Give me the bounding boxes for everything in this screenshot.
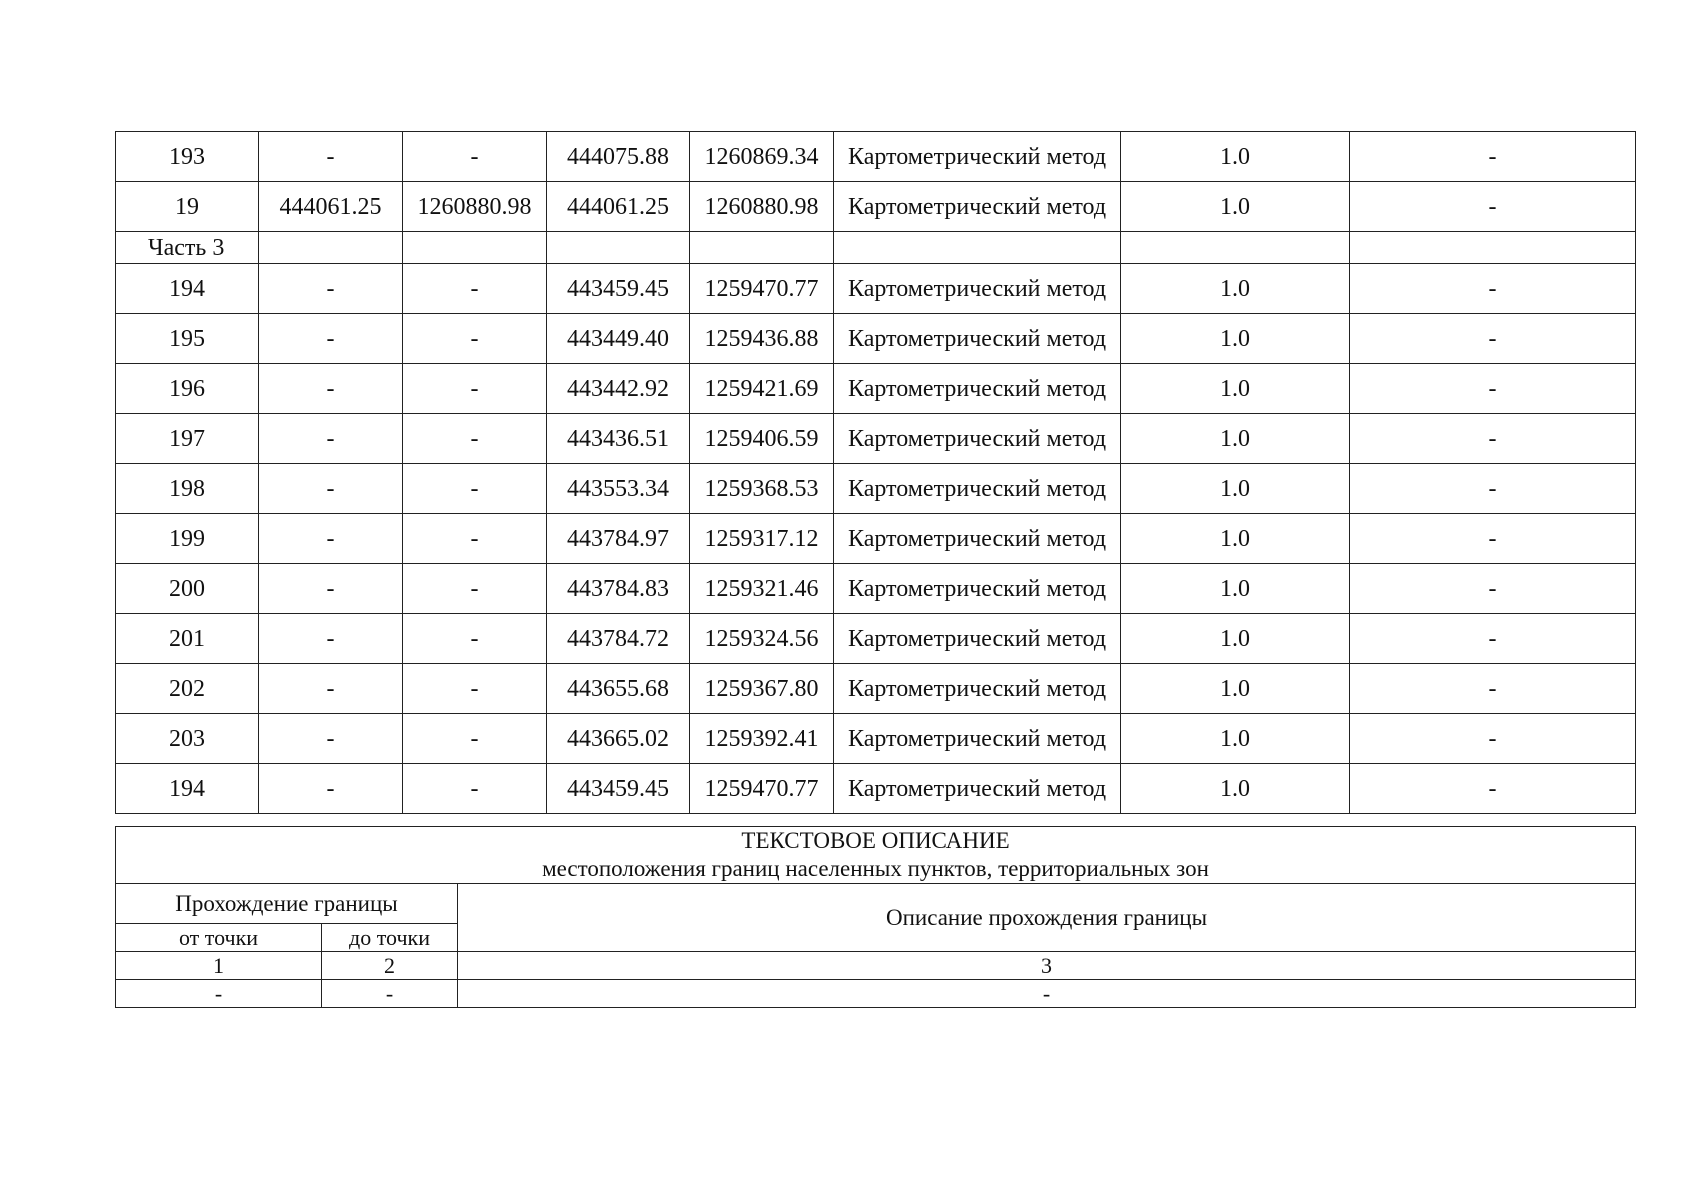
method-cell: Картометрический метод — [834, 314, 1121, 364]
new-x-cell: 443436.51 — [547, 414, 690, 464]
description-header: Описание прохождения границы — [458, 884, 1636, 952]
old-x-cell: - — [259, 514, 403, 564]
old-x-cell: - — [259, 764, 403, 814]
empty-cell — [547, 232, 690, 264]
point-number-cell: 195 — [116, 314, 259, 364]
old-x-cell: - — [259, 132, 403, 182]
new-x-cell: 443459.45 — [547, 764, 690, 814]
table-row — [116, 464, 1636, 514]
column-number-2: 2 — [322, 952, 458, 980]
method-cell: Картометрический метод — [834, 664, 1121, 714]
method-cell: Картометрический метод — [834, 714, 1121, 764]
point-number-cell: 201 — [116, 614, 259, 664]
accuracy-cell: 1.0 — [1121, 464, 1350, 514]
old-y-cell: - — [403, 364, 547, 414]
old-x-cell: - — [259, 314, 403, 364]
old-y-cell: 1260880.98 — [403, 182, 547, 232]
new-y-cell: 1260880.98 — [690, 182, 834, 232]
method-cell: Картометрический метод — [834, 264, 1121, 314]
description-cell: - — [1350, 364, 1636, 414]
part-header-row — [116, 232, 1636, 264]
new-y-cell: 1259317.12 — [690, 514, 834, 564]
method-cell: Картометрический метод — [834, 132, 1121, 182]
from-point-value: - — [116, 980, 322, 1008]
new-x-cell: 443459.45 — [547, 264, 690, 314]
table-row — [116, 264, 1636, 314]
description-cell: - — [1350, 464, 1636, 514]
description-value: - — [458, 980, 1636, 1008]
new-x-cell: 444075.88 — [547, 132, 690, 182]
accuracy-cell: 1.0 — [1121, 182, 1350, 232]
old-y-cell: - — [403, 714, 547, 764]
description-cell: - — [1350, 564, 1636, 614]
table-row — [116, 514, 1636, 564]
point-number-cell: 197 — [116, 414, 259, 464]
table-row — [116, 314, 1636, 364]
boundary-description-table — [115, 826, 1636, 1008]
new-x-cell: 443784.97 — [547, 514, 690, 564]
new-x-cell: 443553.34 — [547, 464, 690, 514]
point-number-cell: 200 — [116, 564, 259, 614]
column-numbers-row — [116, 952, 1636, 980]
point-number-cell: 19 — [116, 182, 259, 232]
method-cell: Картометрический метод — [834, 564, 1121, 614]
old-x-cell: - — [259, 464, 403, 514]
point-number-cell: 203 — [116, 714, 259, 764]
accuracy-cell: 1.0 — [1121, 564, 1350, 614]
table-row — [116, 714, 1636, 764]
new-x-cell: 443665.02 — [547, 714, 690, 764]
description-cell: - — [1350, 132, 1636, 182]
description-cell: - — [1350, 614, 1636, 664]
table-row — [116, 564, 1636, 614]
description-cell: - — [1350, 514, 1636, 564]
new-y-cell: 1259470.77 — [690, 264, 834, 314]
new-y-cell: 1259421.69 — [690, 364, 834, 414]
part-label: Часть 3 — [116, 232, 259, 264]
description-title-row — [116, 827, 1636, 884]
table-row — [116, 764, 1636, 814]
description-header-row — [116, 884, 1636, 924]
old-x-cell: - — [259, 714, 403, 764]
old-y-cell: - — [403, 514, 547, 564]
old-x-cell: - — [259, 414, 403, 464]
table-row — [116, 132, 1636, 182]
method-cell: Картометрический метод — [834, 764, 1121, 814]
method-cell: Картометрический метод — [834, 464, 1121, 514]
description-cell: - — [1350, 414, 1636, 464]
old-x-cell: - — [259, 364, 403, 414]
method-cell: Картометрический метод — [834, 514, 1121, 564]
point-number-cell: 196 — [116, 364, 259, 414]
description-cell: - — [1350, 764, 1636, 814]
accuracy-cell: 1.0 — [1121, 664, 1350, 714]
old-y-cell: - — [403, 614, 547, 664]
accuracy-cell: 1.0 — [1121, 314, 1350, 364]
new-y-cell: 1259367.80 — [690, 664, 834, 714]
method-cell: Картометрический метод — [834, 414, 1121, 464]
accuracy-cell: 1.0 — [1121, 614, 1350, 664]
new-y-cell: 1260869.34 — [690, 132, 834, 182]
new-y-cell: 1259392.41 — [690, 714, 834, 764]
old-x-cell: 444061.25 — [259, 182, 403, 232]
old-y-cell: - — [403, 464, 547, 514]
empty-cell — [834, 232, 1121, 264]
description-cell: - — [1350, 182, 1636, 232]
point-number-cell: 194 — [116, 764, 259, 814]
new-x-cell: 443449.40 — [547, 314, 690, 364]
point-number-cell: 193 — [116, 132, 259, 182]
accuracy-cell: 1.0 — [1121, 132, 1350, 182]
to-point-value: - — [322, 980, 458, 1008]
empty-cell — [403, 232, 547, 264]
description-subtitle: местоположения границ населенных пунктов, территориальных зон — [542, 856, 1209, 881]
new-y-cell: 1259436.88 — [690, 314, 834, 364]
description-cell: - — [1350, 314, 1636, 364]
description-title: ТЕКСТОВОЕ ОПИСАНИЕ — [741, 828, 1010, 853]
old-x-cell: - — [259, 264, 403, 314]
point-number-cell: 199 — [116, 514, 259, 564]
accuracy-cell: 1.0 — [1121, 414, 1350, 464]
description-cell: - — [1350, 664, 1636, 714]
old-x-cell: - — [259, 564, 403, 614]
coordinates-table — [115, 131, 1636, 814]
method-cell: Картометрический метод — [834, 614, 1121, 664]
new-x-cell: 443655.68 — [547, 664, 690, 714]
accuracy-cell: 1.0 — [1121, 364, 1350, 414]
column-number-1: 1 — [116, 952, 322, 980]
table-row — [116, 364, 1636, 414]
empty-cell — [1350, 232, 1636, 264]
new-x-cell: 444061.25 — [547, 182, 690, 232]
new-y-cell: 1259321.46 — [690, 564, 834, 614]
coordinates-table-body — [116, 132, 1636, 814]
point-number-cell: 194 — [116, 264, 259, 314]
old-y-cell: - — [403, 764, 547, 814]
new-x-cell: 443442.92 — [547, 364, 690, 414]
table-row — [116, 614, 1636, 664]
empty-cell — [259, 232, 403, 264]
table-row — [116, 182, 1636, 232]
empty-cell — [690, 232, 834, 264]
point-number-cell: 198 — [116, 464, 259, 514]
new-y-cell: 1259470.77 — [690, 764, 834, 814]
accuracy-cell: 1.0 — [1121, 514, 1350, 564]
old-y-cell: - — [403, 664, 547, 714]
point-number-cell: 202 — [116, 664, 259, 714]
old-y-cell: - — [403, 414, 547, 464]
table-row — [116, 664, 1636, 714]
accuracy-cell: 1.0 — [1121, 714, 1350, 764]
passage-header: Прохождение границы — [116, 884, 458, 924]
from-point-header: от точки — [116, 924, 322, 952]
description-cell: - — [1350, 714, 1636, 764]
old-y-cell: - — [403, 314, 547, 364]
description-title-cell — [116, 827, 1636, 884]
table-row — [116, 414, 1636, 464]
old-y-cell: - — [403, 264, 547, 314]
new-y-cell: 1259368.53 — [690, 464, 834, 514]
description-value-row — [116, 980, 1636, 1008]
empty-cell — [1121, 232, 1350, 264]
new-x-cell: 443784.83 — [547, 564, 690, 614]
accuracy-cell: 1.0 — [1121, 264, 1350, 314]
method-cell: Картометрический метод — [834, 182, 1121, 232]
old-y-cell: - — [403, 132, 547, 182]
column-number-3: 3 — [458, 952, 1636, 980]
new-x-cell: 443784.72 — [547, 614, 690, 664]
new-y-cell: 1259324.56 — [690, 614, 834, 664]
accuracy-cell: 1.0 — [1121, 764, 1350, 814]
description-cell: - — [1350, 264, 1636, 314]
old-y-cell: - — [403, 564, 547, 614]
old-x-cell: - — [259, 614, 403, 664]
old-x-cell: - — [259, 664, 403, 714]
method-cell: Картометрический метод — [834, 364, 1121, 414]
new-y-cell: 1259406.59 — [690, 414, 834, 464]
to-point-header: до точки — [322, 924, 458, 952]
